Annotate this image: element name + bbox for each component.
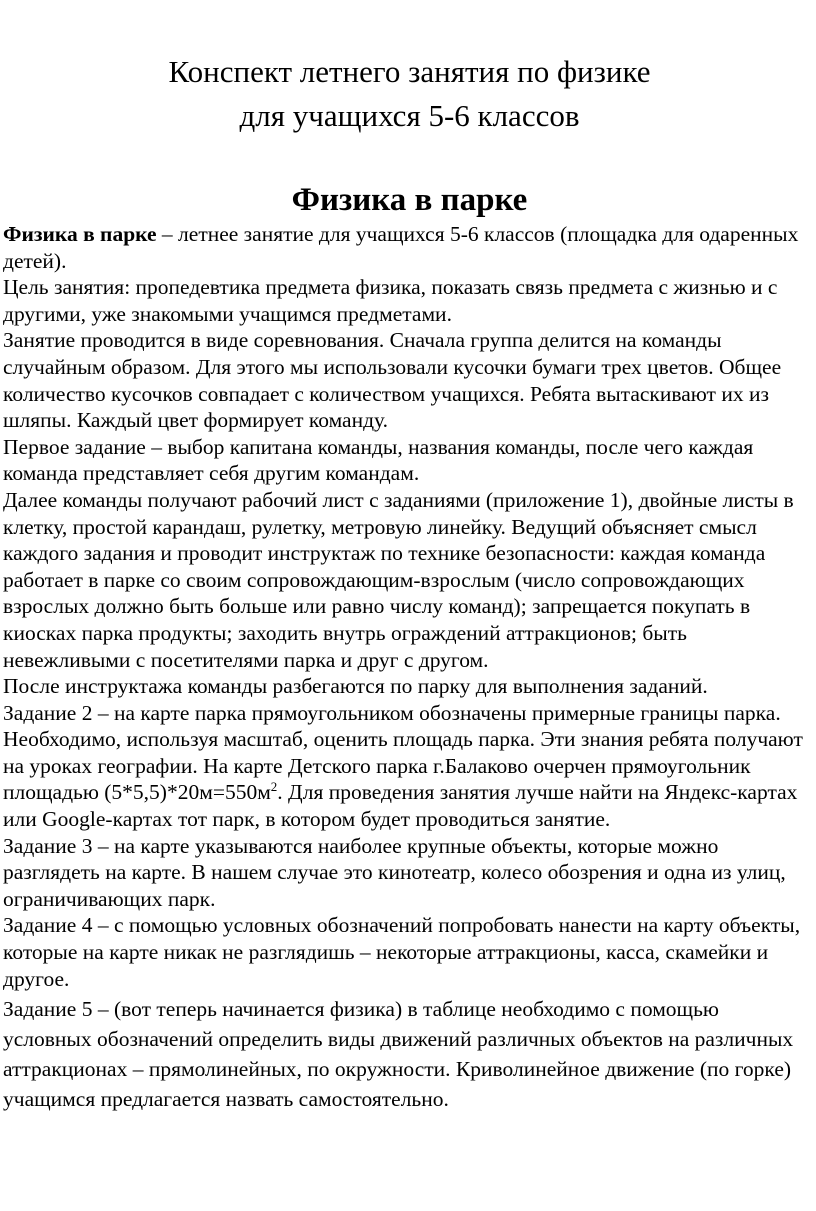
intro-rest: – летнее занятие для учащихся 5-6 классов (площадка для одаренных детей). xyxy=(3,222,799,273)
title-line-1: Конспект летнего занятия по физике xyxy=(168,54,651,89)
intro-paragraph xyxy=(3,221,811,274)
title-line-2: для учащихся 5-6 классов xyxy=(239,98,580,133)
format-paragraph: Занятие проводится в виде соревнования. Сначала группа делится на команды случайным образом. Для этого мы использовали кусочки бумаги трех цветов. Общее количество кусочков совпадает с количеством учащихся. Ребята вытаскивают их из шляпы. Каждый цвет формирует команду. xyxy=(3,328,782,433)
task5-paragraph: Задание 5 – (вот теперь начинается физика) в таблице необходимо с помощью условных обозначений определить виды движений различных объектов на различных аттракционах – прямолинейных, по окружности. Криволинейное движение (по горке) учащимся предлагается назвать самостоятельно. xyxy=(3,997,794,1112)
document-body xyxy=(3,221,811,1114)
document-subtitle: Физика в парке xyxy=(291,182,528,218)
task2-text-b: . Для проведения занятия лучше найти на Яндекс-картах или Google-картах тот парк, в котором будет проводиться занятие. xyxy=(3,780,798,832)
task2-superscript: 2 xyxy=(270,779,278,795)
task2-text-a: Задание 2 – на карте парка прямоугольником обозначены примерные границы парка. Необходимо, используя масштаб, оценить площадь парка. Эти знания ребята получают на уроках географии. На карте Детского парка г.Балаково очерчен прямоугольник площадью (5*5,5)*20м=550м xyxy=(3,700,803,805)
intro-bold-term: Физика в парке xyxy=(3,222,157,246)
task4-paragraph: Задание 4 – с помощью условных обозначений попробовать нанести на карту объекты, которые на карте никак не разглядишь – некоторые аттракционы, касса, скамейки и другое. xyxy=(3,913,801,991)
document-title xyxy=(3,0,816,138)
goal-paragraph: Цель занятия: пропедевтика предмета физика, показать связь предмета с жизнью и с другими, уже знакомыми учащимся предметами. xyxy=(3,275,778,326)
task2-paragraph xyxy=(3,700,811,833)
task1-paragraph: Первое задание – выбор капитана команды, названия команды, после чего каждая команда представляет себя другим командам. xyxy=(3,434,754,486)
task3-paragraph: Задание 3 – на карте указываются наиболее крупные объекты, которые можно разглядеть на карте. В нашем случае это кинотеатр, колесо обозрения и одна из улиц, ограничивающих парк. xyxy=(3,833,786,911)
worksheet-paragraph: Далее команды получают рабочий лист с заданиями (приложение 1), двойные листы в клетку, простой карандаш, рулетку, метровую линейку. Ведущий объясняет смысл каждого задания и проводит инструктаж по технике безопасности: каждая команда работает в парке со своим сопровождающим-взрослым (число сопровождающих взрослых должно быть больше или равно числу команд); запрещается покупать в киосках парка продукты; заходить внутрь ограждений аттракционов; быть невежливыми с посетителями парка и друг с другом. xyxy=(3,487,794,672)
after-briefing-paragraph: После инструктажа команды разбегаются по парку для выполнения заданий. xyxy=(3,674,708,699)
